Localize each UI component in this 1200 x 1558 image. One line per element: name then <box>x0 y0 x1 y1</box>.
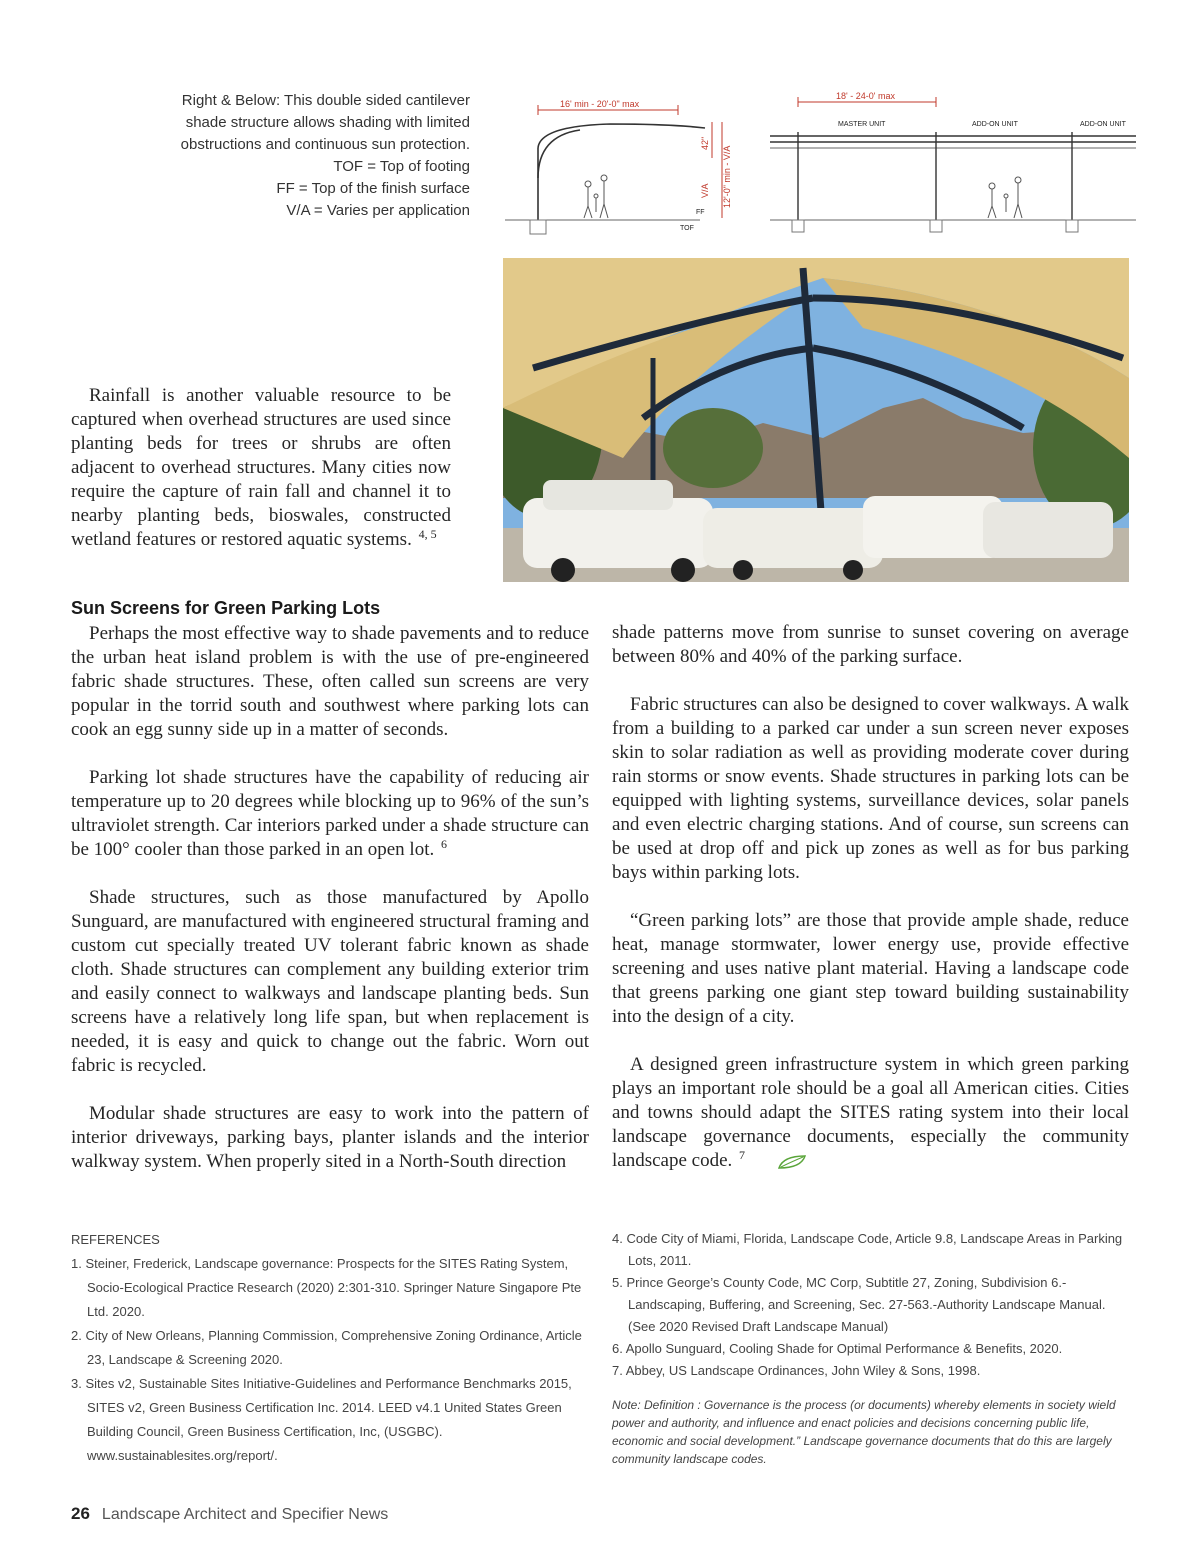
references-left <box>71 1228 591 1468</box>
body-column-left <box>71 622 589 1198</box>
reference-item: 4. Code City of Miami, Florida, Landscape Code, Article 9.8, Landscape Areas in Parking Lots, 2011. <box>612 1231 1123 1268</box>
dim-left-label: 16' min - 20'-0" max <box>560 99 640 109</box>
body-column-right <box>612 621 1129 1201</box>
paragraph: Shade structures, such as those manufactured by Apollo Sunguard, are manufactured with engineered structural framing and custom cut specially treated UV tolerant fabric known as shade cloth. Shade structures can complement any building exterior trim and easily connect to walkways and landscape planting beds. Sun screens have a relatively long life span, but when replacement is needed, it is easy and quick to change out the fabric. Worn out fabric is recycled. <box>71 887 589 1076</box>
dim-height-label: 12'-0" min - V/A <box>722 145 732 208</box>
caption-line: FF = Top of the finish surface <box>276 180 470 197</box>
intro-text: Rainfall is another valuable resource to be captured when overhead structures are used since planting beds for trees or shrubs are often adjacent to overhead structures. Many cities now require the capture of rain fall and channel it to nearby planting beds, bioswales, constructed wetland features or restored aquatic systems. <box>71 385 451 550</box>
caption-line: V/A = Varies per application <box>286 202 470 219</box>
paragraph: Modular shade structures are easy to work into the pattern of interior driveways, parking bays, planter islands and the interior walkway system. When properly sited in a North-South direction <box>71 1103 589 1172</box>
paragraph <box>612 1053 1129 1177</box>
caption-line: obstructions and continuous sun protection. <box>180 136 470 153</box>
definition-note: Note: Definition : Governance is the process (or documents) whereby elements in society wield power and authority, and influence and enact policies and decisions concerning public life, economic and social development.” Landscape governance documents that do this are largely community landscape codes. <box>612 1398 1116 1466</box>
reference-item: 2. City of New Orleans, Planning Commission, Comprehensive Zoning Ordinance, Article 23, Landscape & Screening 2020. <box>71 1328 582 1367</box>
figure-caption <box>150 90 470 222</box>
paragraph: Fabric structures can also be designed to cover walkways. A walk from a building to a parked car under a sun screen never exposes skin to solar radiation as well as providing moderate cover during rain storms or snow events. Shade structures in parking lots can be equipped with lighting systems, surveillance devices, solar panels and even electric charging stations. And of course, sun screens can be used at drop off and pick up zones as well as for bus parking bays within parking lots. <box>612 694 1129 883</box>
reference-item: 6. Apollo Sunguard, Cooling Shade for Optimal Performance & Benefits, 2020. <box>612 1341 1063 1356</box>
dim-va-label: V/A <box>700 183 710 198</box>
shade-structure-photo <box>503 258 1129 582</box>
paragraph: Perhaps the most effective way to shade pavements and to reduce the urban heat island problem is with the use of pre-engineered fabric shade structures. These, often called sun screens are very popular in the torrid south and southwest where parking lots can cook an egg sunny side up in a matter of seconds. <box>71 623 589 740</box>
shade-structure-diagram <box>500 88 1136 238</box>
caption-line: shade structure allows shading with limited <box>185 114 470 131</box>
reference-item: 7. Abbey, US Landscape Ordinances, John Wiley & Sons, 1998. <box>612 1363 981 1378</box>
references-right <box>612 1228 1132 1468</box>
paragraph-text: Parking lot shade structures have the capability of reducing air temperature up to 20 degrees while blocking up to 96% of the sun’s ultraviolet strength. Car interiors parked under a shade structure can be 100° cooler than those parked in an open lot. <box>71 767 589 860</box>
intro-footnote-ref: 4, 5 <box>418 527 437 541</box>
reference-item: 5. Prince George’s County Code, MC Corp, Subtitle 27, Zoning, Subdivision 6.-Landscaping, Buffering, and Screening, Sec. 27-563.-Authority Landscape Manual. (See 2020 Revised Draft Landscape Manual) <box>612 1275 1106 1334</box>
leaf-icon <box>759 1153 807 1177</box>
footnote-ref: 6 <box>440 837 447 851</box>
paragraph-text: A designed green infrastructure system in which green parking plays an important role should be a goal all American cities. Cities and towns should adapt the SITES rating system into their local landscape governance documents, especially the community landscape code. <box>612 1054 1129 1171</box>
footnote-ref: 7 <box>739 1148 746 1162</box>
page-number: 26 <box>71 1504 90 1523</box>
caption-line: Right & Below: This double sided cantilever <box>181 92 470 109</box>
reference-item: 1. Steiner, Frederick, Landscape governance: Prospects for the SITES Rating System, Socio-Ecological Practice Research (2020) 2:301-310. Springer Nature Singapore Pte Ltd. 2020. <box>71 1256 582 1319</box>
paragraph: shade patterns move from sunrise to sunset covering on average between 80% and 40% of the parking surface. <box>612 622 1129 667</box>
publication-name: Landscape Architect and Specifier News <box>101 1506 389 1523</box>
tof-label: TOF <box>680 225 694 232</box>
dim-right-label: 18' - 24-0' max <box>836 91 895 101</box>
addon-unit-label: ADD-ON UNIT <box>972 121 1018 128</box>
page-footer <box>71 1504 388 1524</box>
reference-item: 3. Sites v2, Sustainable Sites Initiative-Guidelines and Performance Benchmarks 2015, SITES v2, Green Business Certification Inc. 2014. LEED v4.1 United States Green Building Council, Green Business Certification, Inc, (USGBC). www.sustainablesites.org/report/. <box>71 1376 572 1463</box>
addon-unit-label: ADD-ON UNIT <box>1080 121 1126 128</box>
section-heading: Sun Screens for Green Parking Lots <box>71 598 381 618</box>
master-unit-label: MASTER UNIT <box>838 121 886 128</box>
caption-line: TOF = Top of footing <box>333 158 470 175</box>
intro-paragraph <box>71 384 451 552</box>
paragraph <box>71 766 589 862</box>
paragraph: “Green parking lots” are those that provide ample shade, reduce heat, manage stormwater, lower energy use, provide effective screening and uses native plant material. Having a landscape code that greens parking one giant step toward building sustainability into the design of a city. <box>612 910 1129 1027</box>
references-title: REFERENCES <box>71 1232 160 1247</box>
ff-label: FF <box>696 209 705 216</box>
dim-42-label: 42" <box>700 136 710 150</box>
